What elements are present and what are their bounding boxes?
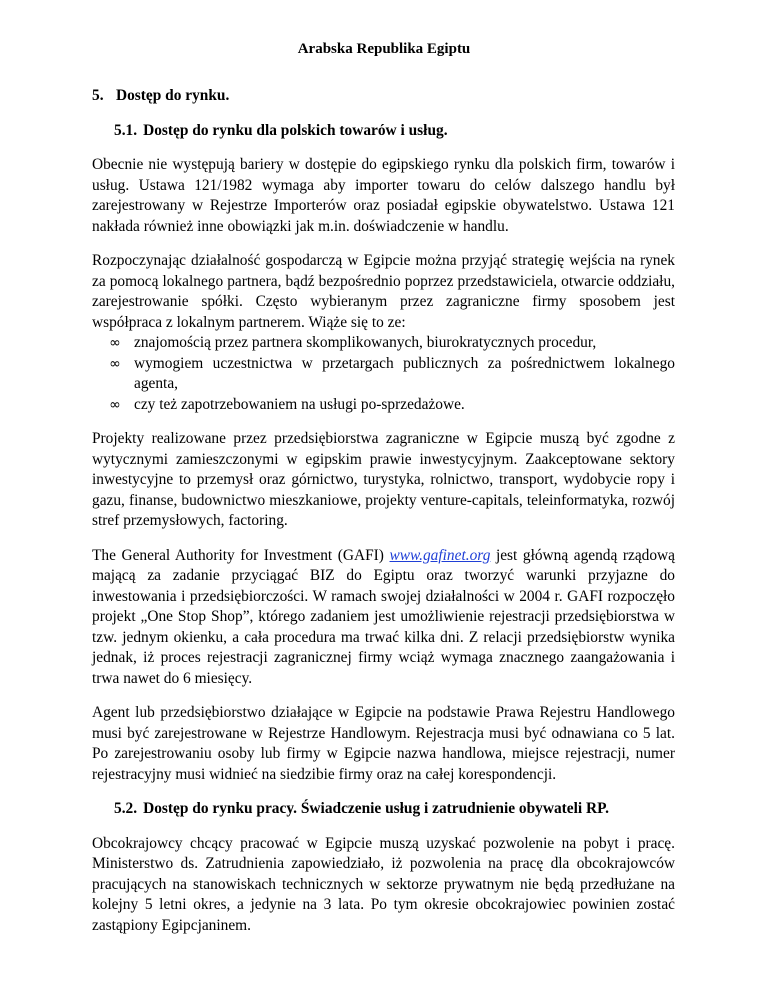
subsection-heading-5-1 [114,121,675,142]
gafi-text-before: The General Authority for Investment (GAFI) [92,546,390,564]
paragraph-market-barriers: Obecnie nie występują bariery w dostępie do egipskiego rynku dla polskich firm, towarów i usług. Ustawa 121/1982 wymaga aby importer towaru do celów dalszego handlu był zarejestrowany w Rejestrze Importerów oraz posiadał egipskie obywatelstwo. Ustawa 121 nakłada również inne obowiązki jak m.in. doświadczenie w handlu. [92,156,675,235]
list-item-text: czy też zapotrzebowaniem na usługi po-sprzedażowe. [134,395,465,413]
list-item [92,395,675,416]
paragraph-entry-strategy: Rozpoczynając działalność gospodarczą w Egipcie można przyjąć strategię wejścia na rynek za pomocą lokalnego partnera, bądź bezpośrednio poprzez przedstawiciela, otwarcie oddziału, zarejestrowanie spółki. Często wybieranym przez zagraniczne firmy sposobem jest współpraca z lokalnym partnerem. Wiąże się to ze: [92,252,675,331]
gafinet-link[interactable]: www.gafinet.org [389,546,491,564]
paragraph-work-permits: Obcokrajowcy chcący pracować w Egipcie muszą uzyskać pozwolenie na pobyt i pracę. Ministerstwo ds. Zatrudnienia zapowiedziało, iż pozwolenia na pracę dla obcokrajowców pracujących na stanowiskach technicznych w sektorze prywatnym nie będą przedłużane na kolejny 5 letni okres, a jedynie na 3 lata. Po tym okresie obcokrajowiec powinien zostać zastąpiony Egipcjaninem. [92,834,675,934]
subsection-heading-5-2 [114,799,675,820]
section-heading-5 [92,86,675,107]
running-header: Arabska Republika Egiptu [297,41,471,57]
gafi-text-after: jest główną agendą rządową mającą za zadanie przyciągać BIZ do Egiptu oraz tworzyć warunki przyjazne do inwestowania i przedsiębiorczości. W ramach swojej działalności w 2004 r. GAFI rozpoczęło projekt „One Stop Shop”, którego zadaniem jest umożliwienie rejestracji przedsiębiorstwa w tzw. jednym okienku, a cała procedura ma trwać kilka dni. Z relacji przedsiębiorstw wynika jednak, iż proces rejestracji zagranicznej firmy wciąż wymaga znacznego zaangażowania i trwa nawet do 6 miesięcy. [92,546,676,687]
subsection-title: Dostęp do rynku pracy. Świadczenie usług i zatrudnienie obywateli RP. [143,800,609,817]
section-number: 5. [92,87,104,104]
partner-benefits-list [92,333,675,415]
document-body [92,86,675,950]
section-title: Dostęp do rynku. [116,87,230,104]
subsection-number: 5.1. [114,121,138,139]
paragraph-commercial-register: Agent lub przedsiębiorstwo działające w Egipcie na podstawie Prawa Rejestru Handlowego musi być zarejestrowane w Rejestrze Handlowym. Rejestracja musi być odnawiana co 5 lat. Po zarejestrowaniu osoby lub firmy w Egipcie nazwa handlowa, miejsce rejestracji, numer rejestracyjny musi widnieć na siedzibie firmy oraz na całej korespondencji. [92,704,675,783]
list-item [92,333,675,354]
list-item-text: znajomością przez partnera skomplikowanych, biurokratycznych procedur, [134,334,597,351]
paragraph-investment-sectors: Projekty realizowane przez przedsiębiorstwa zagraniczne w Egipcie muszą być zgodne z wytycznymi zamieszczonymi w egipskim prawie inwestycyjnym. Zaakceptowane sektory inwestycyjne to przemysł oraz górnictwo, turystyka, rolnictwo, transport, wydobycie ropy i gazu, finanse, budownictwo mieszkaniowe, projekty venture-capitals, teleinformatyka, rozwój stref przemysłowych, factoring. [92,430,675,529]
subsection-number: 5.2. [114,800,138,817]
infinity-bullet-icon: ∞ [109,335,121,351]
list-item [92,354,675,395]
infinity-bullet-icon: ∞ [109,355,121,372]
subsection-title: Dostęp do rynku dla polskich towarów i usług. [143,121,448,139]
list-item-text: wymogiem uczestnictwa w przetargach publicznych za pośrednictwem lokalnego agenta, [134,354,675,392]
paragraph-gafi [92,546,675,690]
infinity-bullet-icon: ∞ [109,396,121,413]
